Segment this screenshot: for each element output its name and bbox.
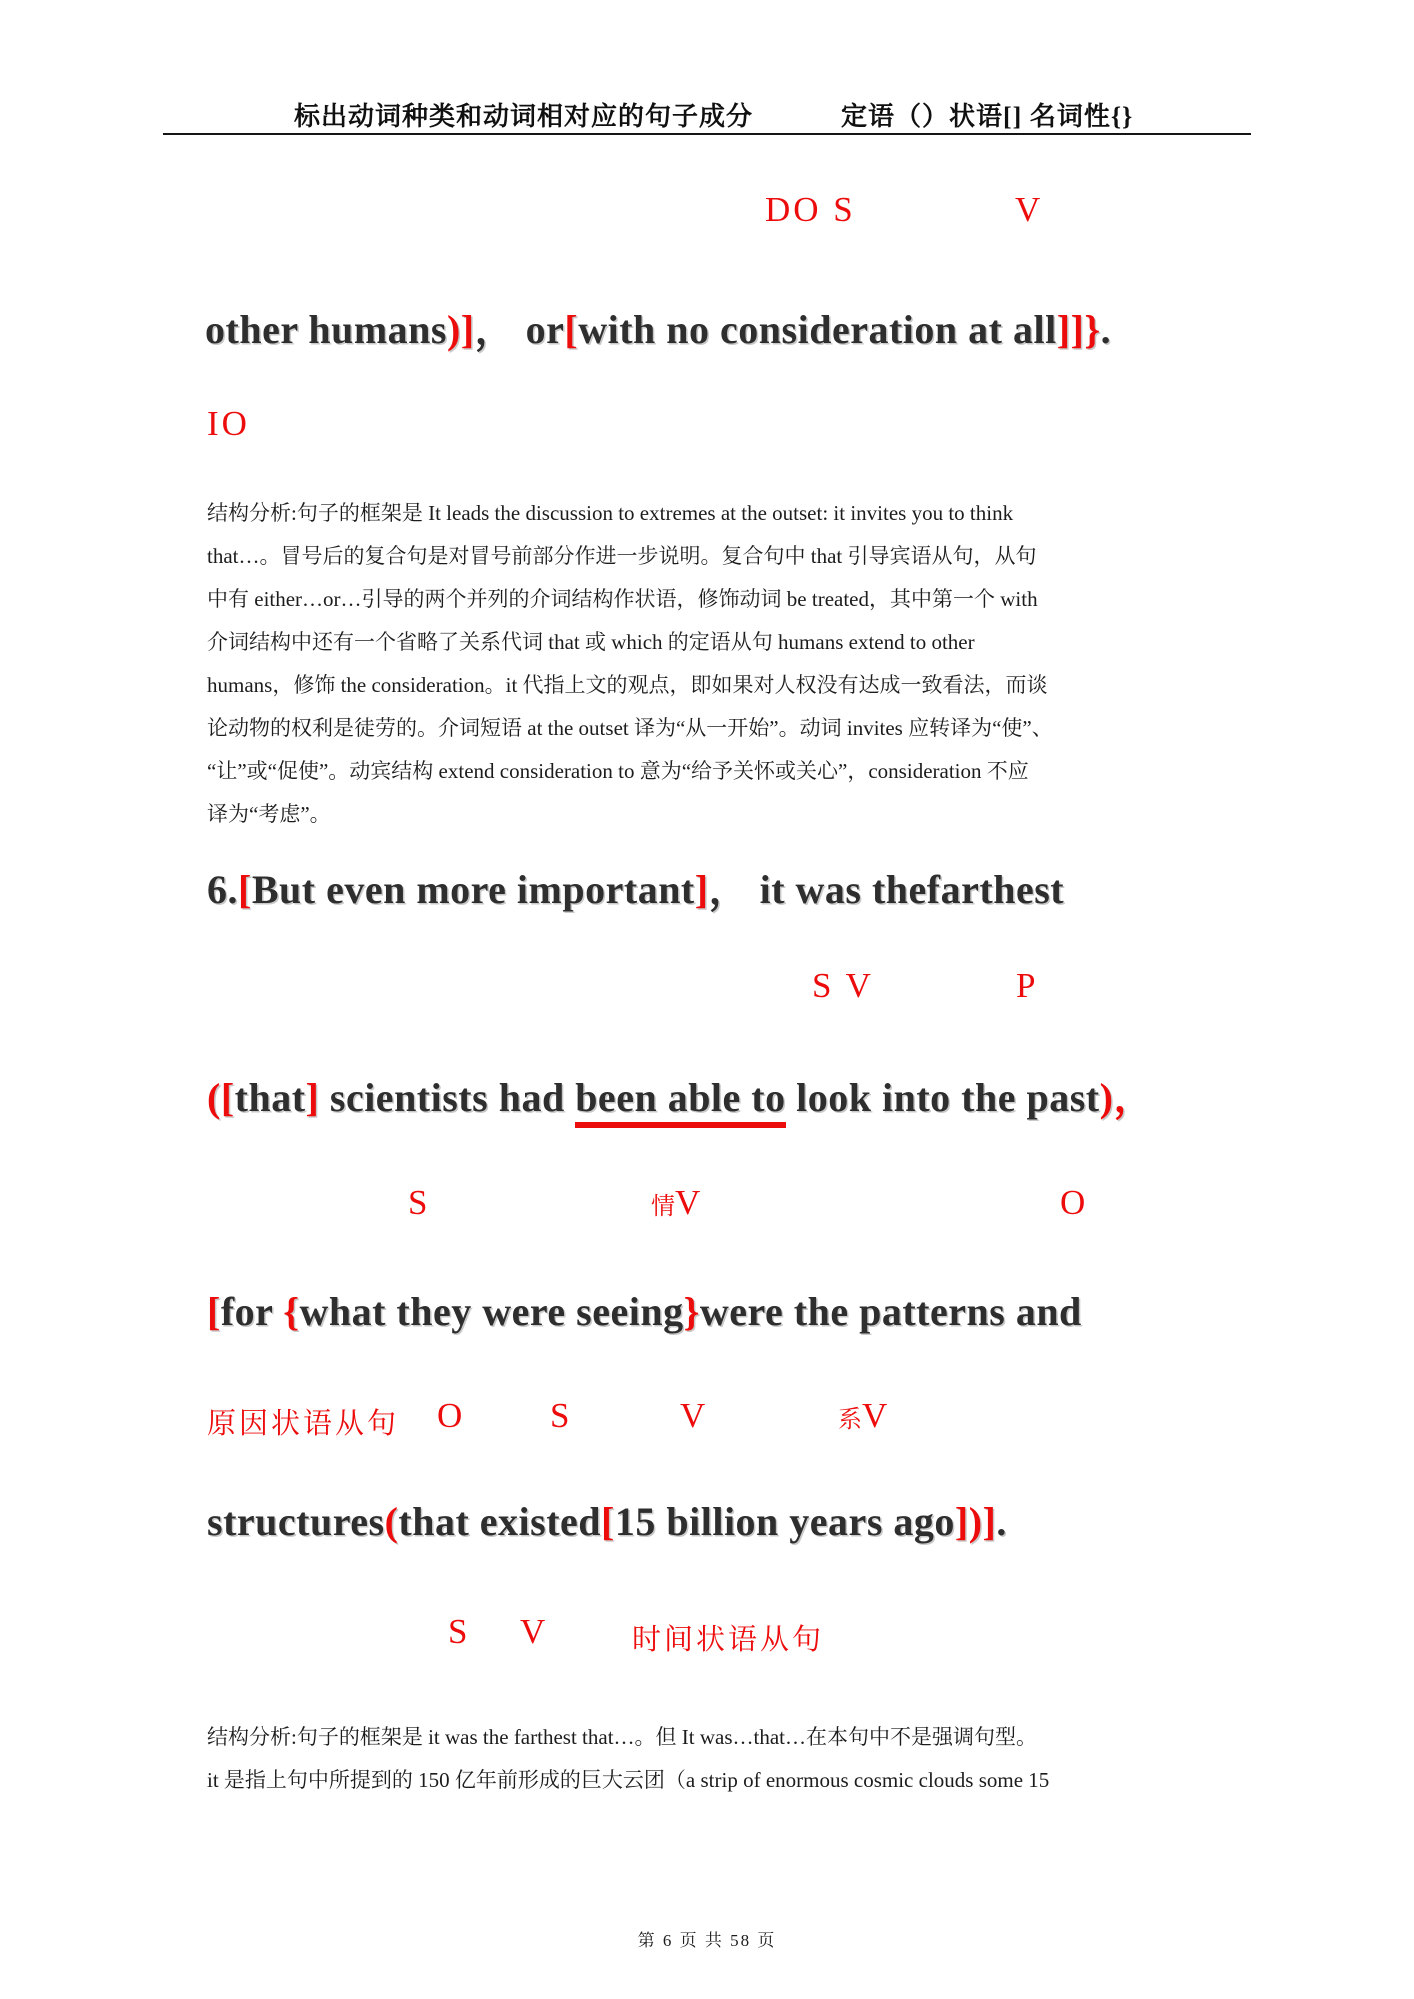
sentence-segment: 15 billion years ago bbox=[614, 1499, 955, 1544]
annotation-v: V bbox=[680, 1396, 709, 1435]
sentence-segment: that bbox=[234, 1075, 306, 1120]
sentence-segment: ] bbox=[305, 1075, 320, 1120]
annotation-v: V bbox=[1015, 190, 1044, 229]
sentence-segment: [ bbox=[207, 1289, 221, 1334]
header-instruction: 标出动词种类和动词相对应的句子成分 bbox=[294, 102, 754, 131]
sentence-segment: ( bbox=[207, 1075, 221, 1120]
annotation-s-v: S V bbox=[812, 966, 874, 1005]
sentence-segment: for bbox=[220, 1289, 284, 1334]
sentence-segment: ， bbox=[708, 867, 750, 912]
sentence-segment: [ bbox=[238, 867, 252, 912]
sentence-segment: ])] bbox=[954, 1499, 997, 1544]
sentence-segment: or bbox=[515, 307, 565, 352]
sentence-line bbox=[207, 858, 1064, 915]
modal-v: V bbox=[675, 1183, 704, 1222]
page-footer: 第 6 页 共 58 页 bbox=[637, 1931, 777, 1950]
sentence-segment: ) bbox=[1099, 1075, 1114, 1120]
header-divider bbox=[163, 133, 1251, 135]
analysis-line: 中有 either…or…引导的两个并列的介词结构作状语，修饰动词 be treated，其中第一个 with bbox=[207, 587, 1038, 611]
link-v: V bbox=[862, 1396, 891, 1435]
analysis-line: it 是指上句中所提到的 150 亿年前形成的巨大云团（a strip of enormous cosmic clouds some 15 bbox=[207, 1768, 1050, 1792]
annotation-s: S bbox=[550, 1396, 573, 1435]
header-legend: 定语（）状语[] 名词性{} bbox=[841, 102, 1134, 131]
sentence-segment: that existed bbox=[398, 1499, 602, 1544]
analysis-line: 介词结构中还有一个省略了关系代词 that 或 which 的定语从句 humans extend to other bbox=[207, 630, 975, 654]
sentence-segment: scientists had bbox=[319, 1075, 576, 1120]
annotation-link-v bbox=[838, 1396, 890, 1436]
sentence-segment: with no consideration at all bbox=[578, 307, 1057, 352]
analysis-line: 结构分析:句子的框架是 it was the farthest that…。但 It was…that…在本句中不是强调句型。 bbox=[207, 1725, 1038, 1749]
sentence-segment: 6. bbox=[207, 867, 238, 912]
analysis-line: “让”或“促使”。动宾结构 extend consideration to 意为“给予关怀或关心”，consideration 不应 bbox=[207, 759, 1029, 783]
sentence-segment: look into the past bbox=[785, 1075, 1100, 1120]
analysis-line: 论动物的权利是徒劳的。介词短语 at the outset 译为“从一开始”。动词 invites 应转译为“使”、 bbox=[207, 716, 1053, 740]
clause-label-time: 时间状语从句 bbox=[632, 1624, 825, 1656]
sentence-segment: But even more important bbox=[251, 867, 695, 912]
annotation-s: S bbox=[408, 1183, 431, 1222]
annotation-do-s: DO S bbox=[765, 190, 856, 229]
sentence-segment: what they were seeing bbox=[299, 1289, 684, 1334]
sentence-segment: [ bbox=[601, 1499, 615, 1544]
sentence-segment: [ bbox=[564, 307, 579, 352]
analysis-paragraph bbox=[207, 1716, 1252, 1802]
sentence-segment: other humans bbox=[205, 307, 447, 352]
sentence-segment: ]]} bbox=[1056, 307, 1101, 352]
sentence-segment: it was thefarthest bbox=[749, 867, 1065, 912]
sentence-segment: . bbox=[1100, 307, 1112, 352]
annotation-io: IO bbox=[207, 404, 250, 443]
sentence-segment: ， bbox=[1113, 1075, 1154, 1120]
annotation-o: O bbox=[1060, 1183, 1089, 1222]
annotation-o: O bbox=[437, 1396, 466, 1435]
sentence-segment: [ bbox=[220, 1075, 235, 1120]
analysis-line: 结构分析:句子的框架是 It leads the discussion to extremes at the outset: it invites you to think bbox=[207, 501, 1014, 525]
clause-label-reason: 原因状语从句 bbox=[207, 1408, 400, 1440]
sentence-segment: { bbox=[283, 1289, 300, 1334]
sentence-segment: ] bbox=[694, 867, 709, 912]
annotation-modal-v bbox=[651, 1183, 703, 1223]
sentence-line bbox=[207, 1288, 1082, 1335]
sentence-segment: ， bbox=[474, 307, 516, 352]
sentence-segment: structures bbox=[207, 1499, 385, 1544]
sentence-line bbox=[207, 1066, 1154, 1123]
modal-label: 情 bbox=[651, 1194, 675, 1220]
analysis-line: 译为“考虑”。 bbox=[207, 802, 331, 826]
sentence-segment: were the patterns and bbox=[699, 1289, 1082, 1334]
sentence-segment: . bbox=[996, 1499, 1007, 1544]
annotation-p: P bbox=[1016, 966, 1039, 1005]
sentence-segment: } bbox=[683, 1289, 700, 1334]
sentence-segment: )] bbox=[446, 307, 475, 352]
annotation-s: S bbox=[448, 1612, 471, 1651]
sentence-line bbox=[207, 1498, 1007, 1545]
analysis-paragraph bbox=[207, 492, 1252, 836]
sentence-segment: been able to bbox=[575, 1075, 785, 1128]
annotation-v: V bbox=[520, 1612, 549, 1651]
link-label: 系 bbox=[838, 1407, 862, 1433]
sentence-segment: ( bbox=[384, 1499, 399, 1544]
sentence-line bbox=[205, 298, 1111, 355]
analysis-line: that…。冒号后的复合句是对冒号前部分作进一步说明。复合句中 that 引导宾语从句，从句 bbox=[207, 544, 1037, 568]
analysis-line: humans，修饰 the consideration。it 代指上文的观点，即如果对人权没有达成一致看法，而谈 bbox=[207, 673, 1048, 697]
